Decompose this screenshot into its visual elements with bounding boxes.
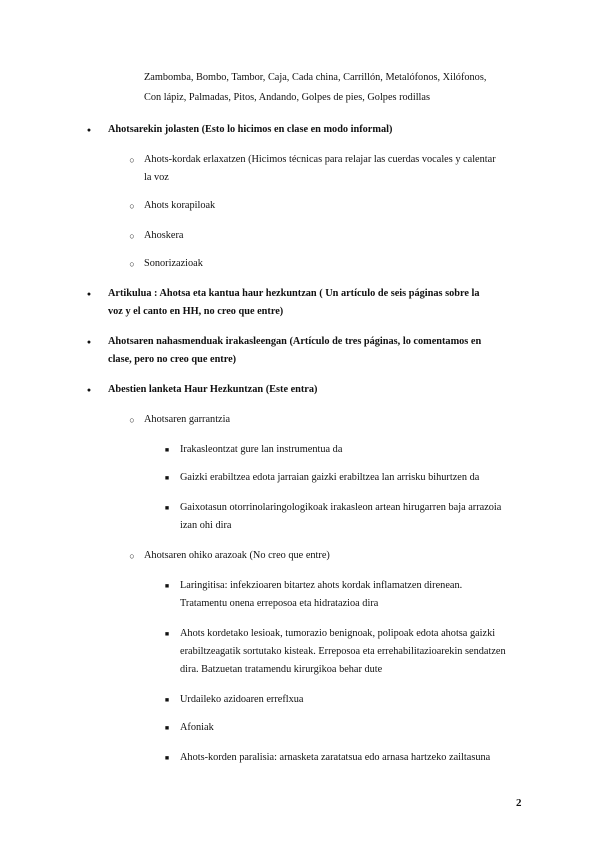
section-3-line-1: Ahotsaren nahasmenduak irakasleengan (Artículo de tres páginas, lo comentamos en [108,336,482,347]
sub-2-item-2-line-2: erabiltzeagatik sortutako kisteak. Erreposoa eta errehabilitazioarekin sendatzen [180,646,506,657]
sub-2-item-5: Ahots-korden paralisia: arnasketa zaratatsua edo arnasa hartzeko zailtasuna [180,752,491,763]
bullet-square-icon [162,468,172,488]
bullet-square-icon [162,748,172,768]
sub-1-item-1: Irakasleontzat gure lan instrumentua da [180,444,343,455]
bullet-square-icon [162,624,172,644]
bullet-circle-icon [127,410,137,431]
sub-2-item-2-line-1: Ahots kordetako lesioak, tumorazio benignoak, polipoak edota ahotsa gaizki [180,628,496,639]
section-1-item-1-line-1: Ahots-kordak erlaxatzen (Hicimos técnicas para relajar las cuerdas vocales y calentar [144,154,496,165]
bullet-square-icon [162,576,172,596]
sub-1-item-2: Gaizki erabiltzea edota jarraian gaizki erabiltzea lan arrisku bihurtzen da [180,472,480,483]
section-1-item-3: Ahoskera [144,230,184,241]
sub-2-item-1-line-2: Tratamentu onena erreposoa eta hidratazioa dira [180,598,379,609]
bullet-disc-icon [84,120,94,140]
bullet-disc-icon [84,332,94,352]
sub-2-item-4: Afoniak [180,722,214,733]
bullet-circle-icon [127,254,137,275]
section-4-title: Abestien lanketa Haur Hezkuntzan (Este entra) [108,384,318,395]
sub-2-item-2-line-3: dira. Batzuetan tratamendu kirurgikoa behar dute [180,664,383,675]
bullet-disc-icon [84,380,94,400]
section-1-item-1-line-2: la voz [144,172,169,183]
intro-line-2: Con lápiz, Palmadas, Pitos, Andando, Golpes de pies, Golpes rodillas [144,92,430,103]
bullet-square-icon [162,498,172,518]
bullet-square-icon [162,718,172,738]
sub-1-item-3-line-1: Gaixotasun otorrinolaringologikoak irakasleon artean hirugarren baja arrazoia [180,502,502,513]
bullet-circle-icon [127,150,137,171]
section-1-title: Ahotsarekin jolasten (Esto lo hicimos en clase en modo informal) [108,124,393,135]
section-3-line-2: clase, pero no creo que entre) [108,354,237,365]
sub-2-item-1-line-1: Laringitisa: infekzioaren bitartez ahots kordak inflamatzen direnean. [180,580,463,591]
bullet-square-icon [162,690,172,710]
section-2-line-2: voz y el canto en HH, no creo que entre) [108,306,284,317]
intro-line-1: Zambomba, Bombo, Tambor, Caja, Cada china, Carrillón, Metalófonos, Xilófonos, [144,72,487,83]
sub-2-item-3: Urdaileko azidoaren erreflxua [180,694,304,705]
section-4-sub-1-title: Ahotsaren garrantzia [144,414,231,425]
bullet-circle-icon [127,546,137,567]
section-1-item-2: Ahots korapiloak [144,200,216,211]
bullet-circle-icon [127,226,137,247]
section-4-sub-2-title: Ahotsaren ohiko arazoak (No creo que entre) [144,550,330,561]
bullet-square-icon [162,440,172,460]
section-2-line-1: Artikulua : Ahotsa eta kantua haur hezkuntzan ( Un artículo de seis páginas sobre la [108,288,480,299]
bullet-disc-icon [84,284,94,304]
bullet-circle-icon [127,196,137,217]
sub-1-item-3-line-2: izan ohi dira [180,520,232,531]
page-number: 2 [516,797,522,809]
section-1-item-4: Sonorizazioak [144,258,203,269]
